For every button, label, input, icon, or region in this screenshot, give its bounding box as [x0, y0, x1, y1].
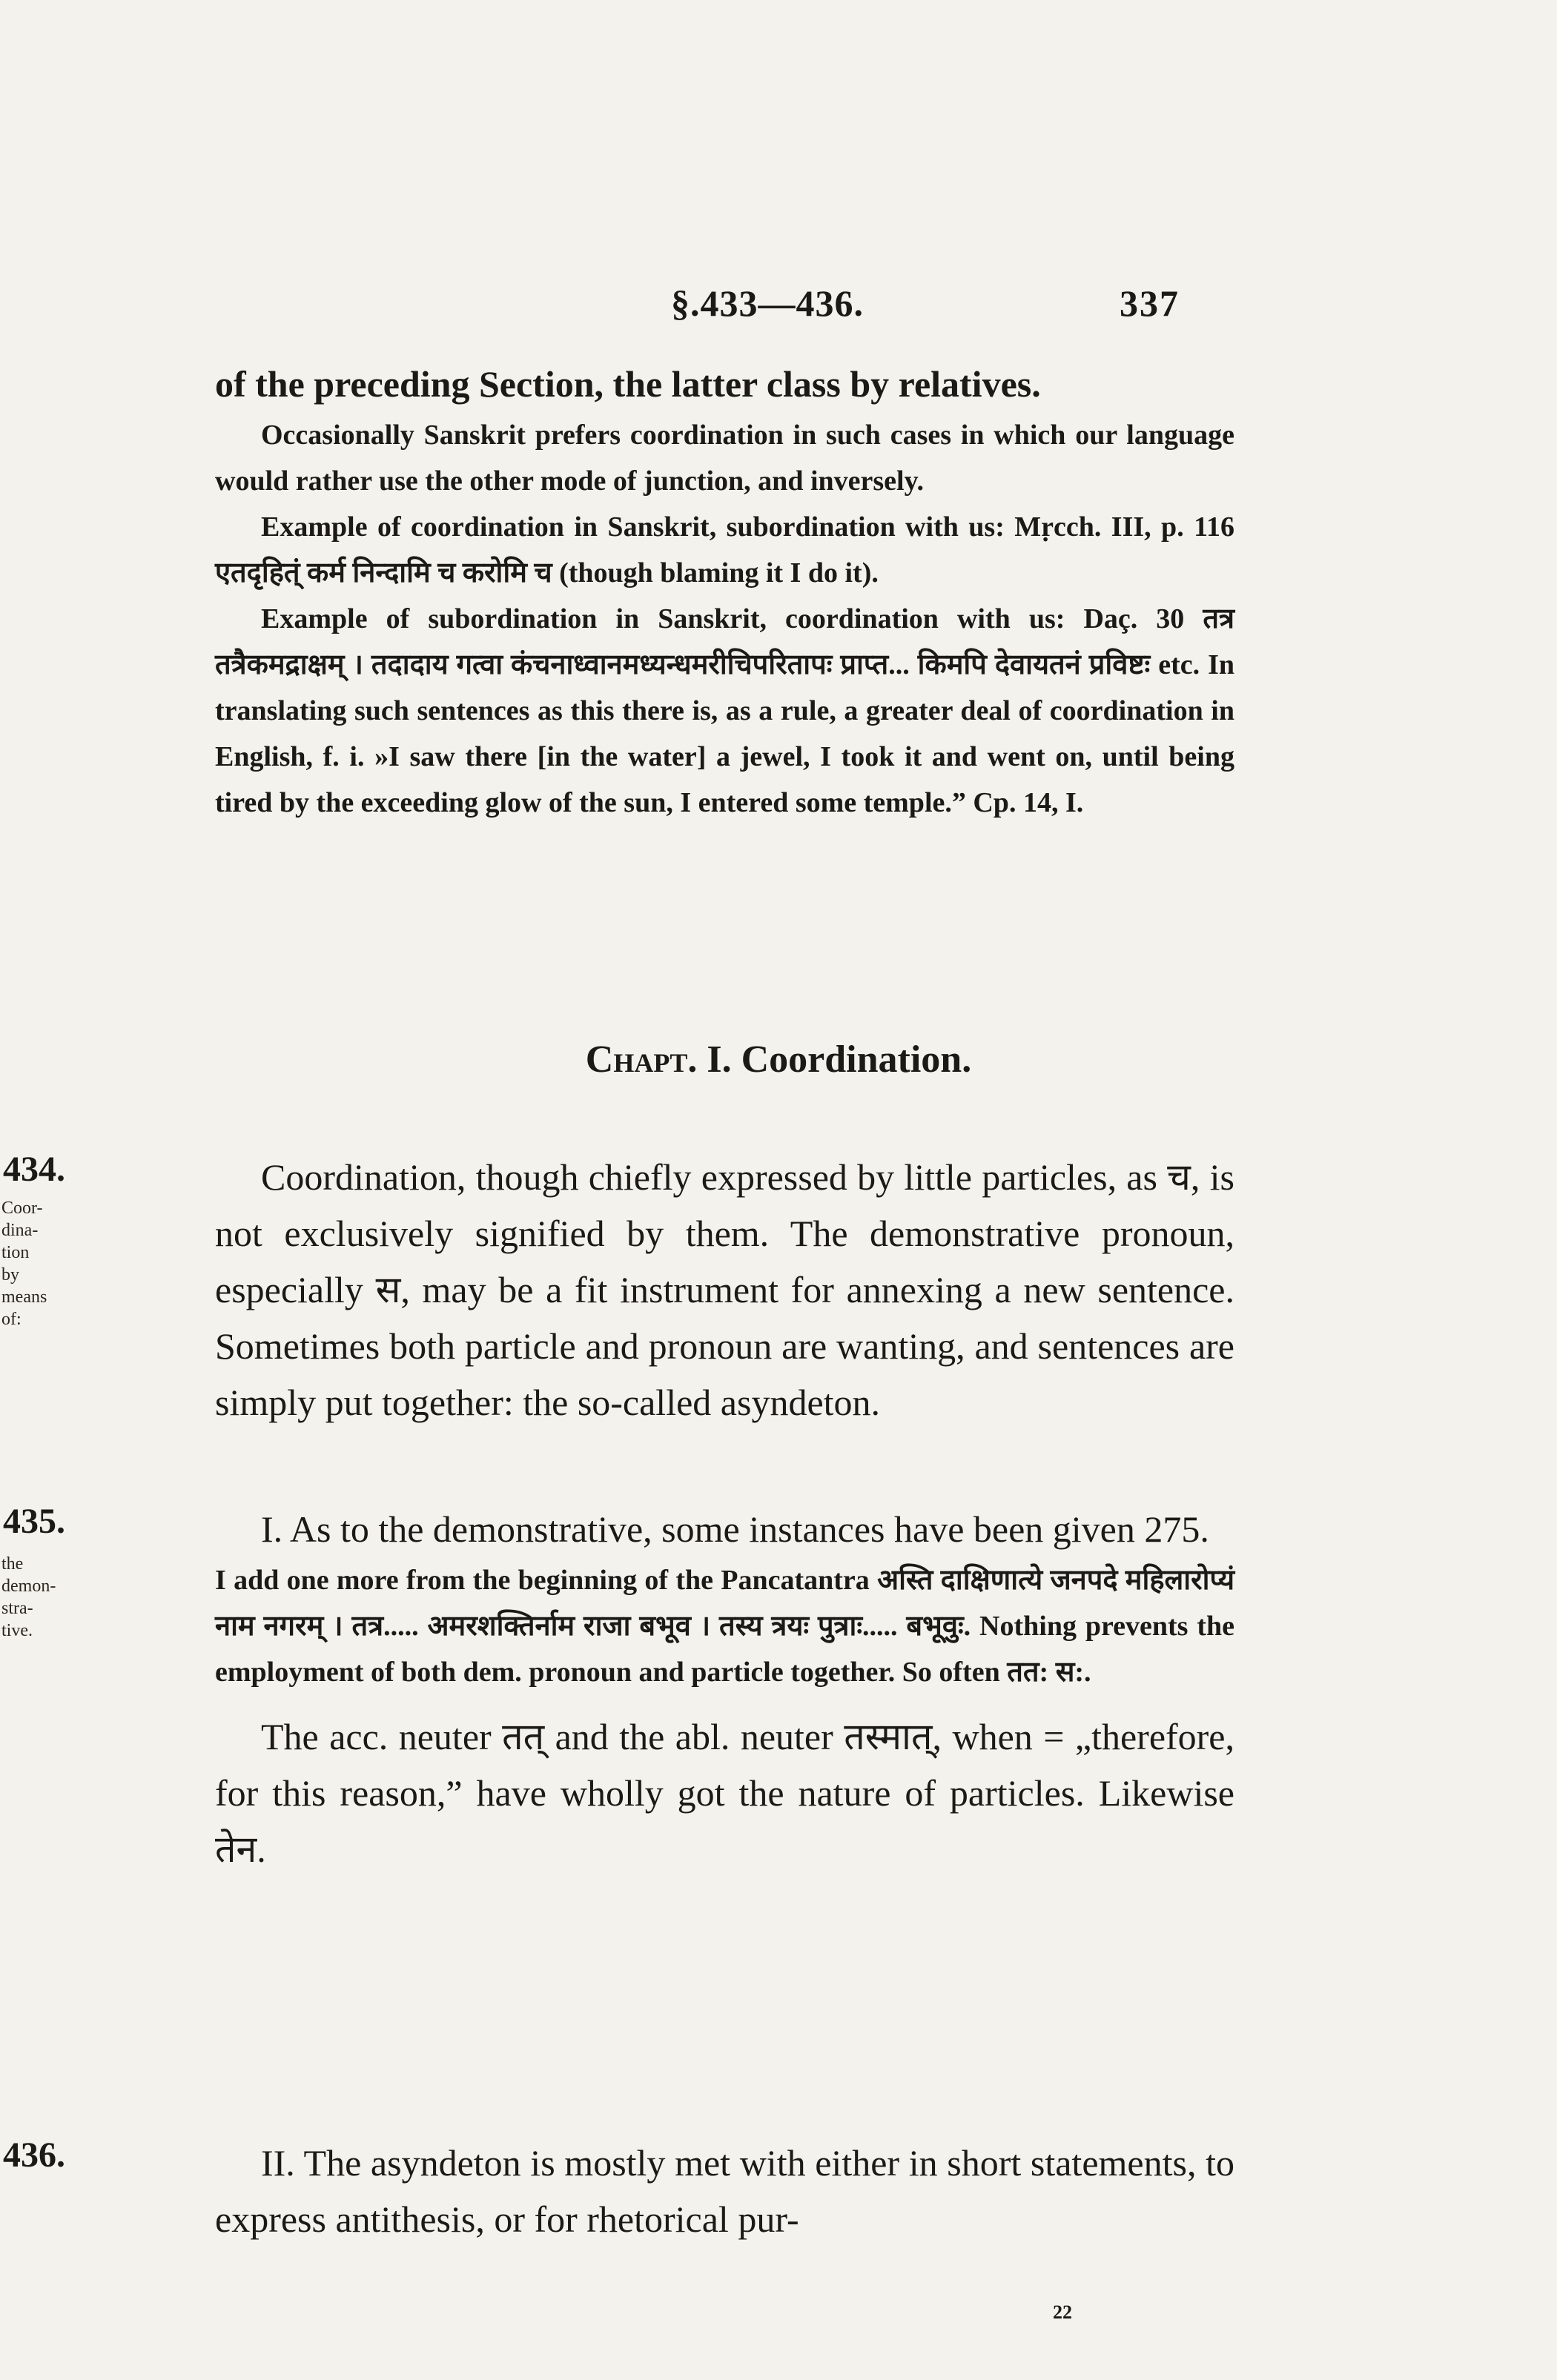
signature-mark: 22	[1053, 2301, 1072, 2323]
top-continuation	[215, 356, 1234, 826]
chapter-heading	[0, 1038, 1557, 1081]
section-436-text: II. The asyndeton is mostly met with either in short statements, to express antithesis, or for rhetorical pur-	[215, 2142, 1234, 2240]
continuation-line: of the preceding Section, the latter class by relatives.	[215, 363, 1041, 405]
margin-note-434	[1, 1197, 46, 1330]
margin-line: dina-	[1, 1221, 39, 1240]
paragraph-example-coordination: Example of coordination in Sanskrit, subordination with us: Mṛcch. III, p. 116 एतदृहित्ं कर्म निन्दामि च करोमि च (though blaming it I do it).	[215, 511, 1234, 589]
section-435-lead: I. As to the demonstrative, some instances have been given 275.	[261, 1508, 1209, 1550]
page-number: 337	[1120, 282, 1180, 324]
margin-line: means	[1, 1287, 47, 1307]
margin-line: demon-	[1, 1577, 56, 1596]
margin-line: tion by	[1, 1243, 30, 1285]
section-range: §.433—436.	[671, 282, 864, 324]
running-head	[0, 282, 1557, 334]
margin-note-435	[1, 1553, 56, 1642]
section-435-body	[215, 1501, 1234, 1877]
margin-line: stra-	[1, 1599, 33, 1618]
section-number-435: 435.	[3, 1502, 65, 1541]
margin-line: the	[1, 1554, 24, 1574]
margin-line: Coor-	[1, 1199, 43, 1218]
paragraph-occasionally: Occasionally Sanskrit prefers coordination in such cases in which our language would rather use the other mode of junction, and inversely.	[215, 420, 1234, 497]
chapter-prefix: Chapt.	[585, 1038, 698, 1081]
paragraph-example-subordination: Example of subordination in Sanskrit, coordination with us: Daç. 30 तत्र तत्रैकमद्राक्षम् । तदादाय गत्वा कंचनाध्वानमध्यन्धमरीचिपरितापः प्राप्त... किमपि देवायतनं प्रविष्टः etc. In translating such sentences as this there is, as a rule, a greater deal of coordination in English, f. i. »I saw there [in the water] a jewel, I took it and went on, until being tired by the exceeding glow of the sun, I entered some temple.” Cp. 14, I.	[215, 603, 1234, 818]
section-435-particles: The acc. neuter तत् and the abl. neuter तस्मात्, when = „therefore, for this reason,” have wholly got the nature of particles. Likewise तेन.	[215, 1716, 1234, 1870]
section-number-436: 436.	[3, 2135, 65, 2175]
section-434-text: Coordination, though chiefly expressed by little particles, as च, is not exclusively signified by them. The demonstrative pronoun, especially स, may be a fit instrument for annexing a new sentence. Sometimes both particle and pronoun are wanting, and sentences are simply put together: the so-called asyndeton.	[215, 1156, 1234, 1423]
section-434-body	[215, 1149, 1234, 1431]
chapter-title: I. Coordination.	[707, 1038, 972, 1081]
margin-line: of:	[1, 1310, 22, 1329]
section-number-434: 434.	[3, 1150, 65, 1189]
margin-line: tive.	[1, 1621, 33, 1640]
section-436-body	[215, 2135, 1234, 2247]
section-435-example: I add one more from the beginning of the Pancatantra अस्ति दाक्षिणात्ये जनपदे महिलारोप्यं नाम नगरम् । तत्र..... अमरशक्तिर्नाम राजा बभूव । तस्य त्रयः पुत्राः..... बभूवुः. Nothing prevents the employment of both dem. pronoun and particle together. So often तत: स:.	[215, 1565, 1234, 1688]
